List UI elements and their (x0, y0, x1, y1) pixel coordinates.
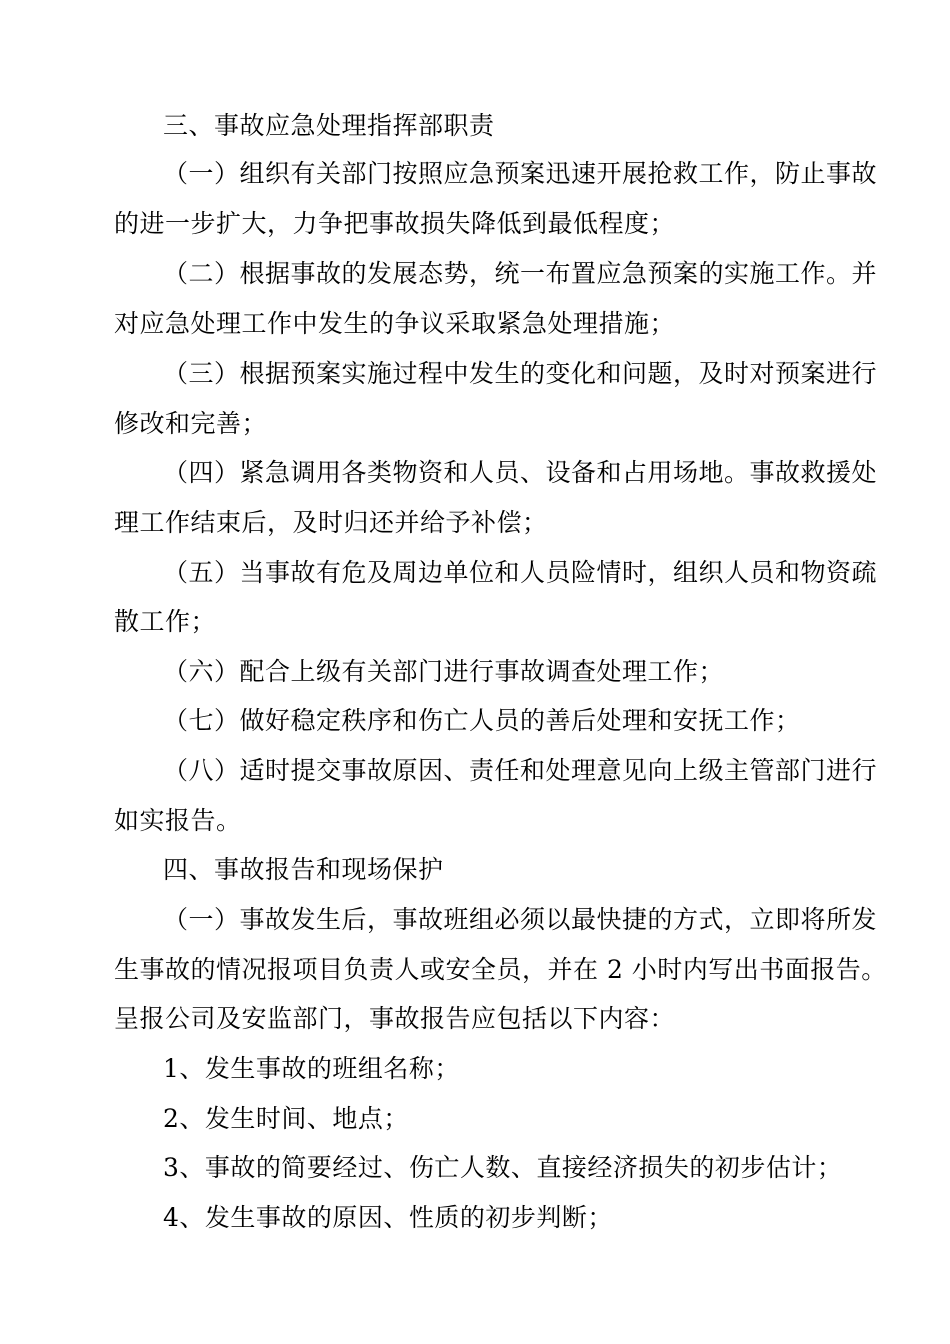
paragraph-line: （六）配合上级有关部门进行事故调查处理工作； (163, 657, 725, 686)
list-item: 4、发生事故的原因、性质的初步判断； (163, 1203, 613, 1232)
paragraph-line: 散工作； (114, 607, 217, 636)
paragraph-line: （二）根据事故的发展态势，统一布置应急预案的实施工作。并 (163, 259, 878, 288)
paragraph-line: （七）做好稳定秩序和伤亡人员的善后处理和安抚工作； (163, 706, 801, 735)
paragraph-line: （一）组织有关部门按照应急预案迅速开展抢救工作，防止事故 (163, 159, 878, 188)
paragraph-line: （一）事故发生后，事故班组必须以最快捷的方式，立即将所发 (163, 905, 878, 934)
paragraph-line: 理工作结束后，及时归还并给予补偿； (114, 508, 548, 537)
paragraph-line: 生事故的情况报项目负责人或安全员，并在 2 小时内写出书面报告。 (114, 955, 887, 984)
paragraph-line: （五）当事故有危及周边单位和人员险情时，组织人员和物资疏 (163, 558, 878, 587)
paragraph-line: 的进一步扩大，力争把事故损失降低到最低程度； (114, 209, 676, 238)
paragraph-line: 对应急处理工作中发生的争议采取紧急处理措施； (114, 309, 676, 338)
section-heading-4: 四、事故报告和现场保护 (163, 855, 444, 884)
list-item: 2、发生时间、地点； (163, 1104, 409, 1133)
list-item: 1、发生事故的班组名称； (163, 1054, 460, 1083)
paragraph-line: 呈报公司及安监部门，事故报告应包括以下内容： (114, 1004, 676, 1033)
list-item: 3、事故的简要经过、伤亡人数、直接经济损失的初步估计； (163, 1153, 843, 1182)
paragraph-line: （三）根据预案实施过程中发生的变化和问题，及时对预案进行 (163, 359, 878, 388)
paragraph-line: 修改和完善； (114, 409, 268, 438)
paragraph-line: 如实报告。 (114, 806, 242, 835)
paragraph-line: （四）紧急调用各类物资和人员、设备和占用场地。事故救援处 (163, 458, 878, 487)
paragraph-line: （八）适时提交事故原因、责任和处理意见向上级主管部门进行 (163, 756, 878, 785)
section-heading-3: 三、事故应急处理指挥部职责 (163, 111, 495, 140)
